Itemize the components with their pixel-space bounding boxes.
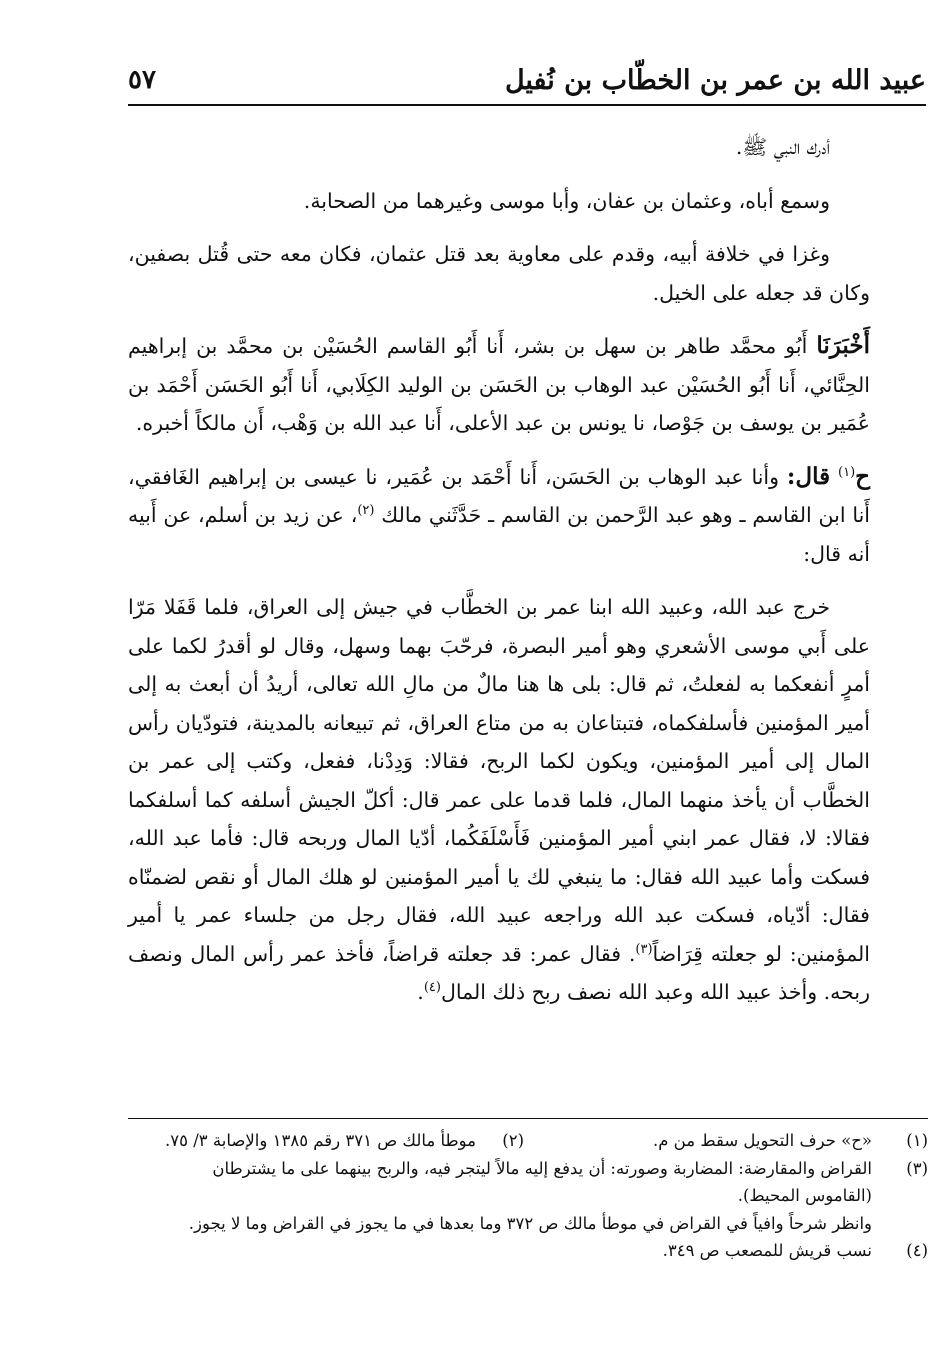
footnote-3-note: وانظر شرحاً وافياً في القراض في موطأ مالك ص ٣٧٢ وما بعدها في ما يجوز في القراض وما لا يجوز. — [188, 1213, 872, 1233]
footnote-1-number: (١) — [906, 1131, 928, 1150]
running-header — [128, 58, 926, 102]
paragraph-2: وسمع أباه، وعثمان بن عفان، وأبا موسى وغيرهما من الصحابة. — [303, 188, 830, 213]
paragraph-3: وغزا في خلافة أبيه، وقدم على معاوية بعد قتل عثمان، فكان معه حتى قُتل بصفين، وكان قد جعله على الخيل. — [128, 242, 870, 305]
footnote-4 — [128, 1237, 928, 1265]
paragraph-6 — [128, 588, 870, 1012]
paragraph-5-text-b: ، عن زيد بن أسلم، عن أَبيه أنه قال: — [128, 503, 870, 566]
footnote-1-text: «ح» حرف التحويل سقط من م. — [652, 1131, 872, 1150]
paragraph-4 — [128, 327, 870, 443]
header-title: عبيد الله بن عمر بن الخطّاب بن نُفيل — [504, 64, 926, 96]
footnote-separator — [128, 1118, 928, 1119]
isnad-text: أَبُو محمَّد طاهر بن سهل بن بشر، أَنا أَبُو القاسم الحُسَيْن بن محمَّد بن إبراهيم الحِنَّائي، أَنا أَبُو الحُسَيْن عبد الوهاب بن الحَسَن بن الوليد الكِلَابي، أَنا أَبُو الحَسَن أَحْمَد بن عُمَير بن يوسف بن جَوْصا، نا يونس بن عبد الأعلى، أَنا عبد الله بن وَهْب، أَن مالكاً أخبره. — [128, 334, 870, 435]
qal-label: قال: — [786, 462, 831, 490]
footnote-pair — [128, 1127, 872, 1155]
main-text — [128, 128, 870, 1027]
paragraph-1: أدرك النبي ﷺ. — [735, 135, 830, 159]
page-number: ٥٧ — [128, 65, 156, 95]
footnote-ref-4[interactable]: (٤) — [423, 980, 441, 996]
paragraph-5 — [128, 458, 870, 574]
paragraph-6-text-c: . — [417, 980, 424, 1004]
tahwil-lead: ح — [855, 462, 870, 490]
footnotes — [128, 1127, 928, 1265]
footnote-2-text: موطأ مالك ص ٣٧١ رقم ١٣٨٥ والإصابة ٣/ ٧٥. — [165, 1131, 476, 1150]
footnote-4-number: (٤) — [906, 1241, 928, 1260]
paragraph-6-text-b: . فقال عمر: قد جعلته قراضاً، فأخذ عمر رأس المال ونصف ربحه. وأخذ عبيد الله وعبد الله نصف ربح ذلك المال — [128, 941, 870, 1004]
footnote-2-number: (٢) — [502, 1131, 524, 1150]
footnote-3-text: القراض والمقارضة: المضاربة وصورته: أن يدفع إليه مالاً ليتجر فيه، والربح بينهما على ما يشترطان — [212, 1158, 872, 1178]
footnote-3 — [128, 1155, 928, 1183]
footnote-ref-3[interactable]: (٣) — [635, 941, 653, 957]
paragraph-6-text-a: خرج عبد الله، وعبيد الله ابنا عمر بن الخطَّاب في جيش إلى العراق، فلما قَفَلا مَرّا على أَبي موسى الأشعري وهو أمير البصرة، فرحّبَ بهما وسهل، وقال لو أقدرُ لكما على أمرٍ أنفعكما به لفعلتُ، ثم قال: بلى ها هنا مالٌ من مالِ الله تعالى، أريدُ أن أبعث به إلى أمير المؤمنين فأسلفكماه، فتبتاعان به من متاع العراق، ثم تبيعانه بالمدينة، فتودّيان رأس المال إلى أمير المؤمنين، ويكون لكما الربح، فقالا: وَدِدْنا، ففعل، وكتب إلى عمر بن الخطَّاب أن يأخذ منهما المال، فلما قدما على عمر قال: أكلّ الجيش أسلفه كما أسلفكما فقالا: لا، فقال عمر ابني أمير المؤمنين فَأَسْلَفَكُما، أدّيا المال وربحه قال: فأما عبد الله، فسكت وأما عبيد الله فقال: ما ينبغي لك يا أمير المؤمنين لو هلك المال أو نقص لضمنّاه فقال: أدّياه، فسكت عبد الله وراجعه عبيد الله، فقال رجل من جلساء عمر يا أمير المؤمنين: لو جعلته قِرَاضاً — [128, 595, 870, 966]
header-rule — [128, 104, 926, 106]
footnote-3-continuation: (القاموس المحيط). — [737, 1186, 872, 1205]
footnote-4-text: نسب قريش للمصعب ص ٣٤٩. — [662, 1241, 872, 1260]
paragraph-5-text-a: وأنا عبد الوهاب بن الحَسَن، أَنا أَحْمَد بن عُمَير، نا عيسى بن إبراهيم الغَافقي، أَنا ابن القاسم ـ وهو عبد الرَّحمن بن القاسم ـ حَدَّثَني مالك — [128, 464, 870, 527]
isnad-lead: أَخْبَرَنَا — [816, 332, 870, 359]
footnote-ref-2[interactable]: (٢) — [357, 503, 375, 519]
footnote-3-number: (٣) — [906, 1158, 928, 1178]
footnote-ref-1[interactable]: (١) — [838, 464, 856, 480]
footnote-row-1-2 — [128, 1127, 928, 1155]
